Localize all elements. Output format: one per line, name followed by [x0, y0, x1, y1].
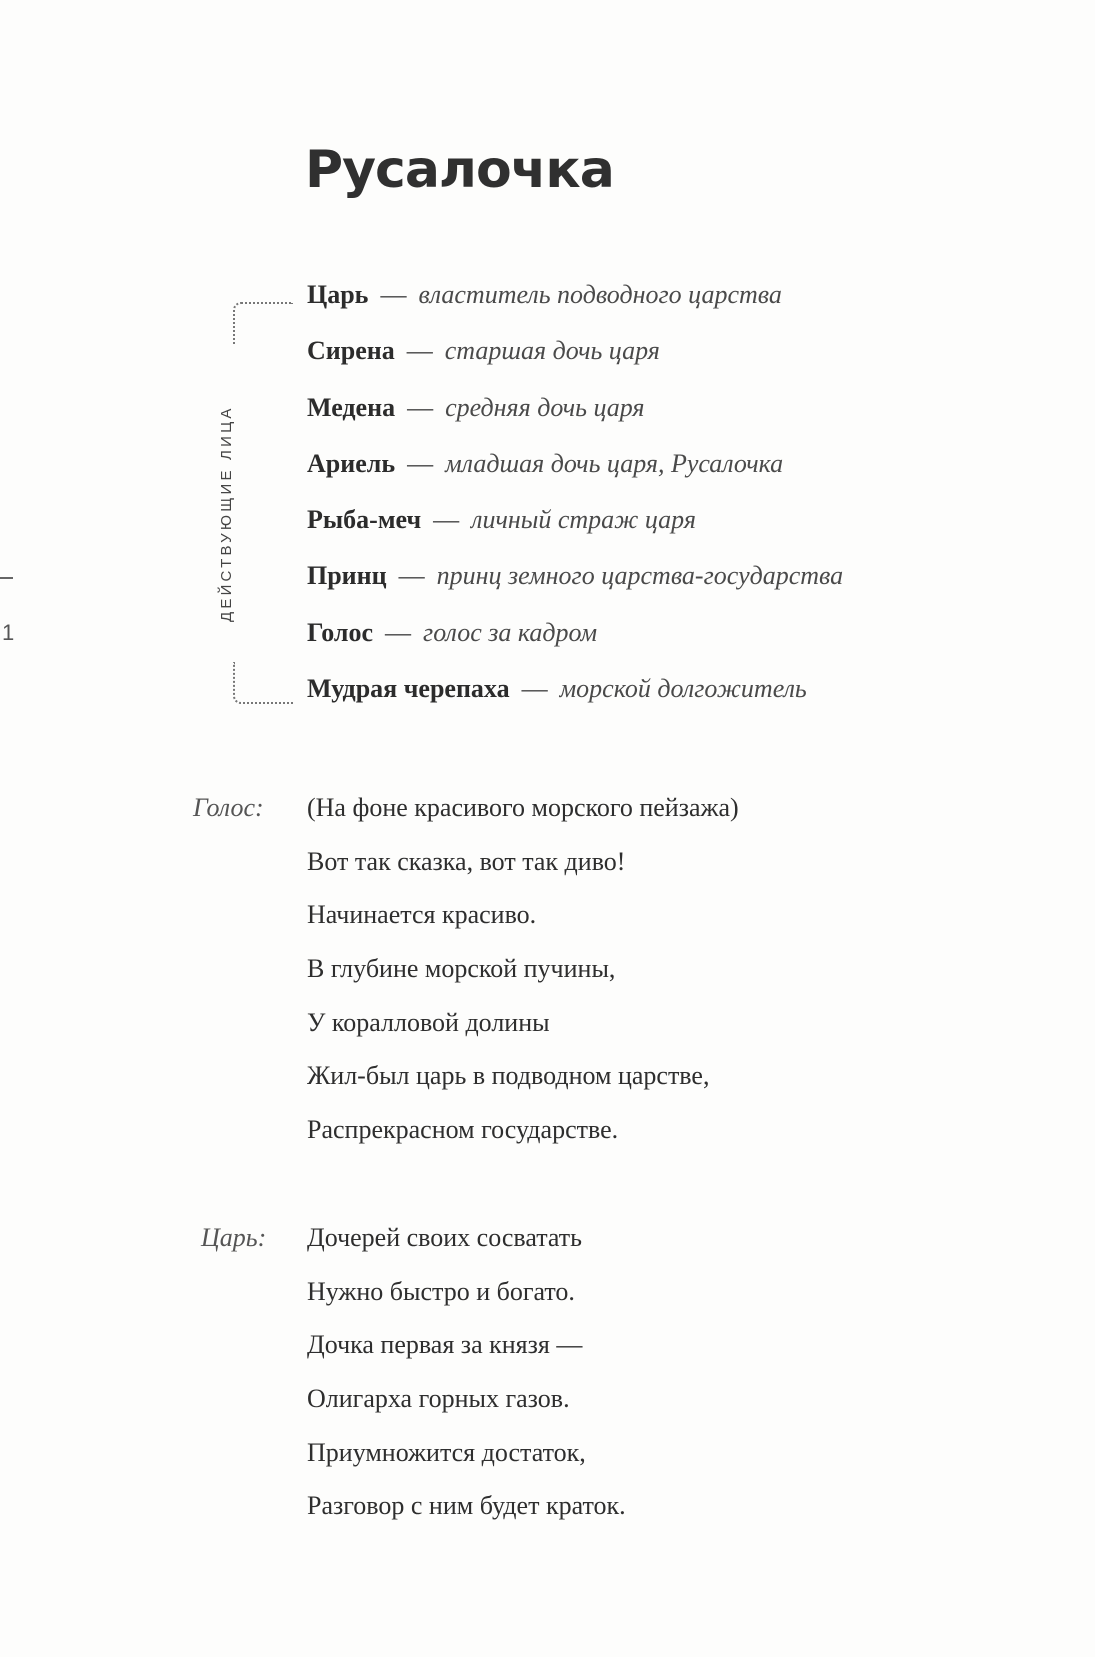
verse-line: Дочка первая за князя —	[307, 1330, 583, 1360]
cast-dash: —	[398, 561, 425, 591]
speaker-name: Царь:	[201, 1223, 267, 1252]
cast-row	[307, 505, 843, 561]
verse-line: У коралловой долины	[307, 1007, 550, 1037]
cast-dash: —	[521, 674, 548, 704]
verse-lines	[307, 1223, 626, 1545]
cast-row	[307, 561, 843, 617]
cast-row	[307, 618, 843, 674]
verse-line: Вот так сказка, вот так диво!	[307, 846, 626, 876]
speaker-name: Голос:	[193, 793, 264, 822]
cast-dash: —	[380, 280, 407, 309]
cast-name: Сирена	[307, 336, 395, 366]
page-number: 1	[2, 620, 15, 645]
verse-line: (На фоне красивого морского пейзажа)	[307, 793, 739, 822]
cast-dash: —	[433, 505, 460, 535]
cast-dash: —	[407, 392, 434, 422]
cast-desc: голос за кадром	[423, 617, 598, 647]
cast-dash: —	[385, 617, 412, 647]
cast-label: ДЕЙСТВУЮЩИЕ ЛИЦА	[218, 405, 235, 622]
cast-dash: —	[407, 448, 434, 478]
cast-name: Голос	[307, 617, 374, 647]
verse-line: В глубине морской пучины,	[307, 954, 616, 984]
verse-line: Начинается красиво.	[307, 900, 537, 930]
verse-lines	[307, 793, 739, 1169]
page-title: Русалочка	[305, 140, 614, 200]
cast-name: Ариель	[307, 448, 396, 478]
verse-line: Нужно быстро и богато.	[307, 1276, 575, 1306]
cast-bracket-top	[233, 302, 293, 344]
verse-line: Разговор с ним будет краток.	[307, 1491, 626, 1521]
cast-list	[307, 280, 843, 730]
cast-dash: —	[406, 336, 433, 366]
verse-line: Дочерей своих сосватать	[307, 1223, 582, 1252]
verse-line: Жил-был царь в подводном царстве,	[307, 1061, 710, 1091]
cast-desc: морской долгожитель	[559, 674, 807, 704]
cast-name: Мудрая черепаха	[307, 674, 510, 704]
cast-row	[307, 393, 843, 449]
cast-desc: властитель подводного царства	[418, 280, 782, 309]
cast-name: Принц	[307, 561, 387, 591]
cast-row	[307, 336, 843, 392]
cast-desc: старшая дочь царя	[444, 336, 660, 366]
cast-name: Царь	[307, 280, 369, 309]
cast-desc: принц земного царства-государства	[436, 561, 844, 591]
cast-name: Медена	[307, 392, 396, 422]
cast-desc: средняя дочь царя	[445, 392, 645, 422]
cast-desc: личный страж царя	[471, 505, 696, 535]
cast-row	[307, 449, 843, 505]
page-margin-dash	[0, 577, 13, 579]
verse-line: Приумножится достаток,	[307, 1437, 586, 1467]
verse-line: Олигарха горных газов.	[307, 1384, 570, 1414]
cast-bracket-bottom	[233, 662, 293, 704]
cast-row	[307, 674, 843, 730]
cast-name: Рыба-меч	[307, 505, 422, 535]
verse-line: Распрекрасном государстве.	[307, 1115, 619, 1145]
cast-desc: младшая дочь царя, Русалочка	[445, 448, 784, 478]
cast-row	[307, 280, 843, 336]
